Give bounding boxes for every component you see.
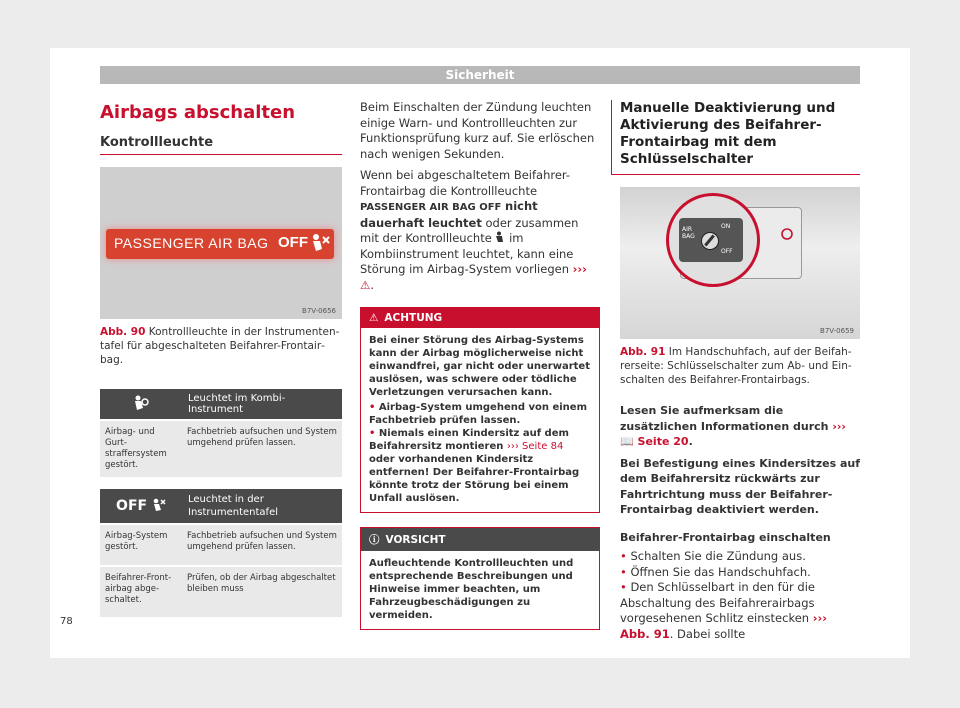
section-header: Sicherheit — [100, 66, 860, 84]
list-item: • Öffnen Sie das Handschuhfach. — [620, 564, 811, 579]
switch-label-bag: BAG — [682, 233, 695, 240]
caution-title: VORSICHT — [385, 533, 446, 546]
warning-triangle-icon: ⚠ — [360, 277, 371, 292]
paragraph-read-more: Lesen Sie aufmerksam die zusätzlichen Informationen durch ››› 📖 Seite 20. — [620, 404, 846, 448]
status-text-c: im Kombiinstrument leuchtet, kann eine Störung im Airbag-System vorliegen — [360, 231, 574, 276]
switch-label-on: ON — [721, 223, 731, 230]
caution-header — [361, 528, 599, 551]
page-title: Airbags abschalten — [100, 102, 296, 123]
warning-bullet: • Niemals einen Kindersitz auf dem Beifahrersitz montieren ››› Seite 84 oder vorhandenen Kindersitz entfernen! Der Beifahrer-Frontairbag könnte trotz der Störung bei einem Unfall auslösen. — [369, 428, 580, 504]
warning-bullet: • Airbag-System umgehend von einem Fachbetrieb prüfen lassen. — [369, 402, 588, 426]
figure-caption — [100, 325, 342, 377]
table-cell-cause: Airbag- und Gurtstraffersystem gestört. — [100, 420, 182, 477]
figure-key-switch — [620, 187, 860, 339]
indicator-text: PASSENGER AIR BAG — [114, 235, 269, 251]
table-cell-action: Fachbetrieb aufsuchen und System umgehend prüfen lassen. — [182, 524, 342, 566]
warning-intro: Bei einer Störung des Airbag-Systems kann der Airbag möglicherweise nicht einwandfrei, gar nicht oder unerwartet auslösen, was schwere oder tödliche Verletzungen verursachen kann. — [369, 335, 590, 398]
passenger-airbag-icon — [310, 233, 330, 255]
subtitle: Kontrollleuchte — [100, 135, 214, 150]
figure-code: B7V-0656 — [302, 307, 336, 315]
warning-title: ACHTUNG — [384, 312, 443, 324]
table-cell-cause: Beifahrer-Frontairbag abgeschaltet. — [100, 566, 182, 617]
table-kombi-instrument — [100, 389, 342, 477]
table-cell-cause: Airbag-System gestört. — [100, 524, 182, 566]
figure-code: B7V-0659 — [820, 327, 854, 335]
off-icon-text: OFF — [116, 498, 148, 514]
list-item-text: Den Schlüsselbart in den für die Abschaltung des Beifahrerairbags vorgesehenen Schlitz einstecken — [620, 580, 815, 625]
switch-label-air: AIR — [682, 226, 693, 233]
table-cell-action: Fachbetrieb aufsuchen und System umgehend prüfen lassen. — [182, 420, 342, 477]
status-text-a: Wenn bei abgeschaltetem Beifahrer-Frontairbag die Kontrollleuchte — [360, 168, 571, 198]
paragraph-child-seat: Bei Befestigung eines Kindersitzes auf dem Beifahrersitz rückwärts zur Fahrtrichtung muss der Beifahrer-Frontairbag deaktiviert werden. — [620, 456, 860, 516]
reference-arrows[interactable]: ››› — [572, 262, 587, 276]
inline-indicator-text: PASSENGER AIR BAG OFF — [360, 202, 502, 213]
switch-label-off: OFF — [721, 248, 733, 255]
warning-bullet-text: oder vorhandenen Kindersitz entfernen! Der Beifahrer-Frontairbag könnte trotz der Störung bei einem Unfall auslösen. — [369, 454, 580, 504]
read-more-text: Lesen Sie aufmerksam die zusätzlichen Informationen durch — [620, 404, 829, 433]
page-link[interactable]: Seite 20 — [637, 435, 689, 448]
reference-arrows[interactable]: ››› — [832, 419, 846, 433]
subtitle-rule — [100, 135, 342, 155]
indicator-off-text: OFF — [278, 234, 308, 251]
caption-text: Kontrollleuchte in der Instrumententafel für abgeschalteten Beifahrer-Frontairbag. — [100, 326, 340, 366]
caption-label: Abb. 91 — [620, 346, 666, 358]
figure-airbag-light — [100, 167, 342, 319]
list-item: • Den Schlüsselbart in den für die Abschaltung des Beifahrerairbags vorgesehenen Schlitz einstecken ››› Abb. 91. Dabei sollte — [620, 580, 827, 641]
enable-heading: Beifahrer-Frontairbag einschalten — [620, 530, 831, 544]
table-instrumententafel — [100, 489, 342, 617]
key-switch-panel — [679, 218, 743, 262]
table-row — [100, 566, 342, 617]
airbag-fault-icon — [133, 395, 149, 411]
key-slot — [701, 232, 719, 250]
table-header-icon — [100, 489, 182, 524]
status-bold-text: nicht dauerhaft leuchtet — [360, 199, 538, 230]
airbag-indicator-panel — [106, 229, 334, 259]
caption-text: Im Handschuhfach, auf der Beifahrerseite: Schlüsselschalter zum Ab- und Einschalten des Beifahrer-Frontairbags. — [620, 346, 852, 386]
key-switch-magnifier — [666, 193, 760, 287]
list-item: • Schalten Sie die Zündung aus. — [620, 549, 806, 563]
caution-body: Aufleuchtende Kontrollleuchten und entsprechende Beschreibungen und Hinweise immer beachten, um Fahrzeugbeschädigungen zu vermeiden. — [369, 558, 574, 621]
warning-header — [361, 308, 599, 328]
table-cell-action: Prüfen, ob der Airbag abgeschaltet bleiben muss — [182, 566, 342, 617]
warning-bullet-text: Niemals einen Kindersitz auf dem Beifahrersitz montieren — [369, 428, 569, 452]
warning-bullet-text: Airbag-System umgehend von einem Fachbetrieb prüfen lassen. — [369, 402, 588, 426]
right-column — [620, 100, 860, 642]
table-header-text: Leuchtet in der Instrumententafel — [182, 489, 342, 524]
paragraph-status: Wenn bei abgeschaltetem Beifahrer-Frontairbag die Kontrollleuchte PASSENGER AIR BAG OFF nicht dauerhaft leuchtet oder zusammen mit der Kontrollleuchte im Kombiinstrument leuchtet, kann eine Störung im Airbag-System vorliegen ››› ⚠. — [360, 168, 587, 292]
table-row — [100, 420, 342, 477]
warning-body — [361, 328, 599, 512]
list-item-text: Schalten Sie die Zündung aus. — [630, 549, 806, 563]
section-heading: Manuelle Deaktivierung und Aktivierung des Beifahrer-Frontairbag mit dem Schlüsselschalter — [620, 100, 836, 167]
warning-box — [360, 307, 600, 513]
figure-caption — [620, 345, 860, 387]
caption-label: Abb. 90 — [100, 326, 146, 338]
left-column — [100, 102, 342, 617]
info-icon: ⓘ — [369, 534, 380, 546]
key-slot-line — [704, 235, 715, 247]
page-link[interactable]: ››› Seite 84 — [506, 441, 564, 452]
section-heading-box — [611, 100, 860, 175]
status-text-b: oder zusammen mit der Kontrollleuchte — [360, 215, 579, 245]
table-header-text: Leuchtet im Kombi-Instrument — [182, 389, 342, 420]
passenger-airbag-icon — [152, 498, 166, 512]
list-item-text: . Dabei sollte — [669, 626, 746, 641]
middle-column — [360, 100, 600, 630]
refresh-icon — [780, 227, 794, 241]
figure-link[interactable]: ››› Abb. 91 — [620, 611, 827, 641]
table-header-icon — [100, 389, 182, 420]
paragraph-intro: Beim Einschalten der Zündung leuchten einige Warn- und Kontrollleuchten zur Funktionsprüfung kurz auf. Sie erlöschen nach wenigen Sekunden. — [360, 100, 595, 161]
table-row — [100, 524, 342, 566]
page-number: 78 — [60, 616, 73, 627]
caution-box — [360, 527, 600, 630]
list-item-text: Öffnen Sie das Handschuhfach. — [630, 564, 811, 579]
book-icon: 📖 — [620, 435, 634, 448]
airbag-fault-icon — [495, 231, 505, 243]
warning-icon: ⚠ — [369, 312, 379, 324]
